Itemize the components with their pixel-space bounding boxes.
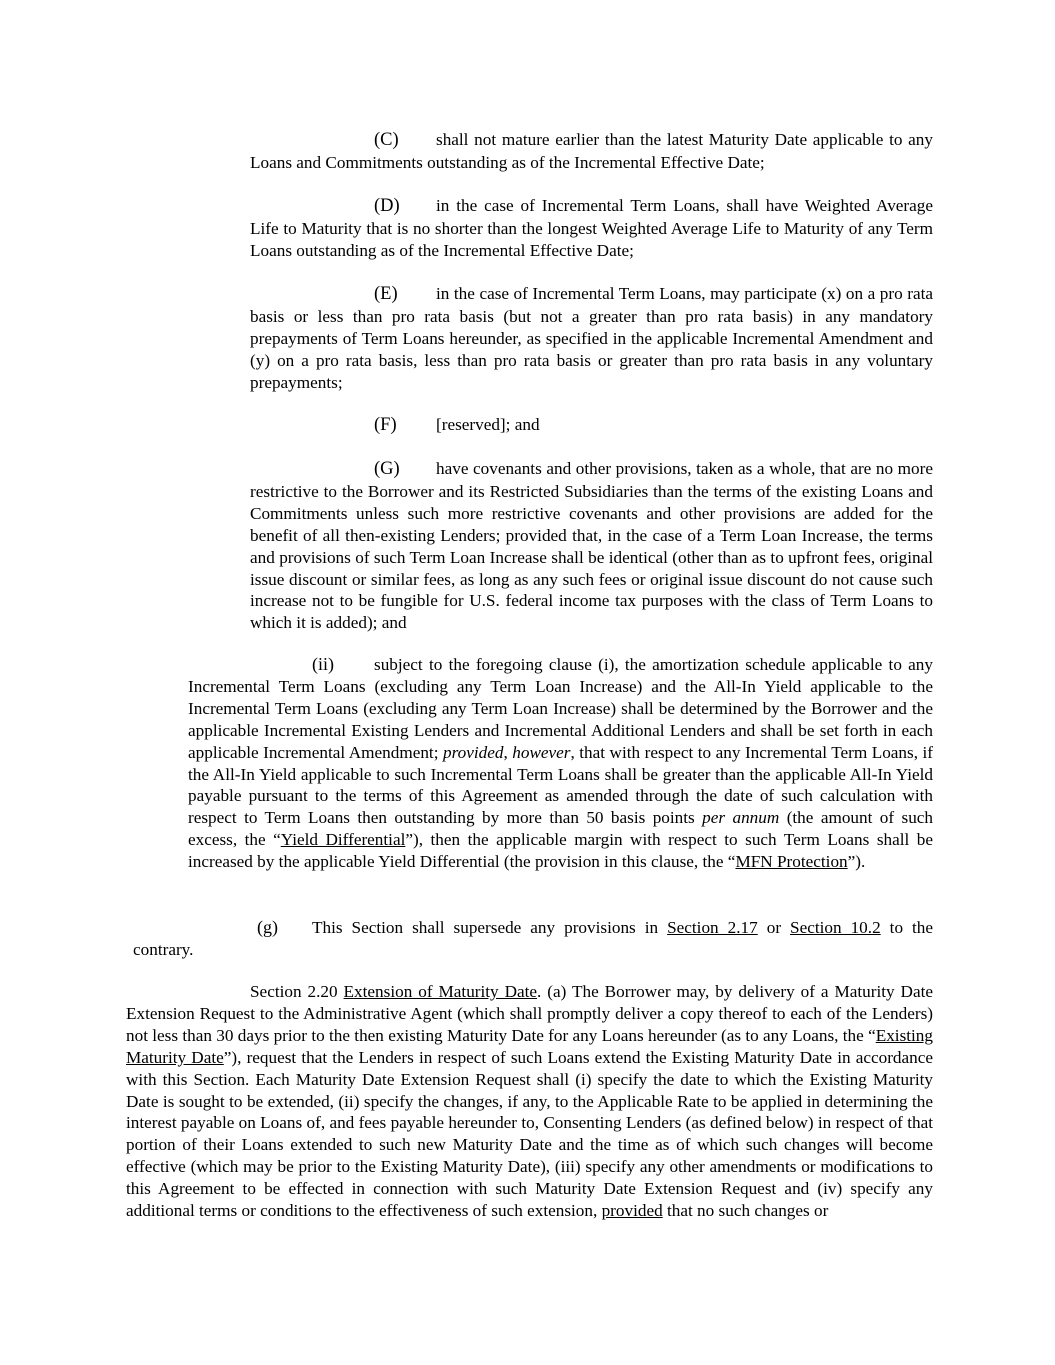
clause-g-lower-continuation [133,939,933,961]
clause-e-text: in the case of Incremental Term Loans, may participate (x) on a pro rata basis or less than pro rata basis (but not a greater than pro rata basis) in any mandatory prepayments of Term Loans hereunder, as specified in the applicable Incremental Amendment and (y) on a pro rata basis, less than pro rata basis or greater than pro rata basis in any voluntary prepayments; [250,284,933,392]
clause-d-label: (D) [374,196,400,216]
clause-d-text: in the case of Incremental Term Loans, shall have Weighted Average Life to Maturity that is no shorter than the longest Weighted Average Life to Maturity of any Term Loans outstanding as of the Incremental Effective Date; [250,196,933,260]
section-2-17-reference: Section 2.17 [667,918,758,937]
clause-g-upper-text: have covenants and other provisions, taken as a whole, that are no more restrictive to the Borrower and its Restricted Subsidiaries than the terms of the existing Loans and Commitments unless such more restrictive covenants and other provisions are added for the benefit of all then-existing Lenders; provided that, in the case of a Term Loan Increase, the terms and provisions of such Term Loan Increase shall be identical (other than as to upfront fees, original issue discount or similar fees, as long as any such fees or original issue discount do not cause such increase not to be fungible for U.S. federal income tax purposes with the class of Term Loans to which it is added); and [250,459,933,633]
clause-ii-however: however [512,742,571,762]
clause-ii-text-5: ”). [847,852,866,872]
clause-e [250,283,933,394]
clause-g-lower-label: (g) [257,917,278,937]
clause-ii-label: (ii) [312,654,334,674]
clause-ii-comma: , [503,742,508,762]
clause-f-text: [reserved]; and [436,415,540,434]
clause-f-label: (F) [374,415,397,435]
clause-g-lower-text-1: This Section shall supersede any provisions in [312,918,659,937]
clause-e-label: (E) [374,284,398,304]
clause-ii-provided: provided [442,742,504,762]
section-2-20-text-1: . (a) The Borrower may, by delivery of a Maturity Date Extension Request to the Administrative Agent (which shall promptly deliver a copy thereof to each of the Lenders) not less than 30 days prior to the then existing Maturity Date for any Loans hereunder (as to any Loans, the “ [126,982,933,1045]
clause-g-lower [133,917,933,939]
clause-g-upper-label: (G) [374,459,400,479]
clause-ii-text-3: (the amount of such excess, the “ [188,808,934,850]
clause-d [250,195,933,262]
clause-ii-text-4: ”), then the applicable margin with respect to such Term Loans shall be increased by the applicable Yield Differential (the provision in this clause, the “ [188,830,933,872]
section-2-20-heading: Extension of Maturity Date [343,982,538,1001]
clause-g-lower-text-2: or [766,918,782,937]
clause-ii [188,654,933,873]
section-2-20-text-3: that no such changes or [666,1201,829,1221]
clause-ii-text-2: , that with respect to any Incremental Term Loans, if the All-In Yield applicable to such Incremental Term Loans shall be greater than the applicable All-In Yield payable pursuant to the terms of this Agreement as amended through the date of such calculation with respect to Term Loans then outstanding by more than 50 basis points [188,742,934,828]
clause-ii-per-annum: per annum [702,808,780,828]
section-2-20 [126,981,933,1222]
section-2-20-text-2: ”), request that the Lenders in respect of such Loans extend the Existing Maturity Date in accordance with this Section. Each Maturity Date Extension Request shall (i) specify the date to which the Existing Maturity Date is sought to be extended, (ii) specify the changes, if any, to the Applicable Rate to be applied in determining the interest payable on Loans of, and fees payable hereunder to, Consenting Lenders (as defined below) in respect of that portion of their Loans extended to such new Maturity Date and the time as of which such changes will become effective (which may be prior to the Existing Maturity Date), (iii) specify any other amendments or modifications to this Agreement to be effected in connection with such Maturity Date Extension Request and (iv) specify any additional terms or conditions to the effectiveness of such extension, [126,1047,933,1221]
section-2-20-number: Section 2.20 [250,982,338,1001]
clause-g-upper [250,458,933,634]
clause-c-text: shall not mature earlier than the latest Maturity Date applicable to any Loans and Commitments outstanding as of the Incremental Effective Date; [250,130,933,172]
clause-c-label: (C) [374,130,399,150]
section-2-20-provided: provided [601,1201,663,1221]
clause-c [250,129,933,174]
clause-ii-mfn-protection: MFN Protection [735,852,848,872]
clause-g-lower-text-3: to the [889,918,934,937]
clause-ii-text-1: subject to the foregoing clause (i), the amortization schedule applicable to any Incremental Term Loans (excluding any Term Loan Increase) and the All-In Yield applicable to the Incremental Term Loans (excluding any Term Loan Increase) shall be determined by the Borrower and the applicable Incremental Existing Lenders and Incremental Additional Lenders and shall be set forth in each applicable Incremental Amendment; [188,655,933,762]
clause-g-lower-text-4: contrary. [133,940,194,959]
clause-f [250,414,933,437]
clause-ii-yield-differential: Yield Differential [280,830,406,850]
existing-maturity-date-term: Existing Maturity Date [126,1025,933,1067]
section-10-2-reference: Section 10.2 [790,918,881,937]
